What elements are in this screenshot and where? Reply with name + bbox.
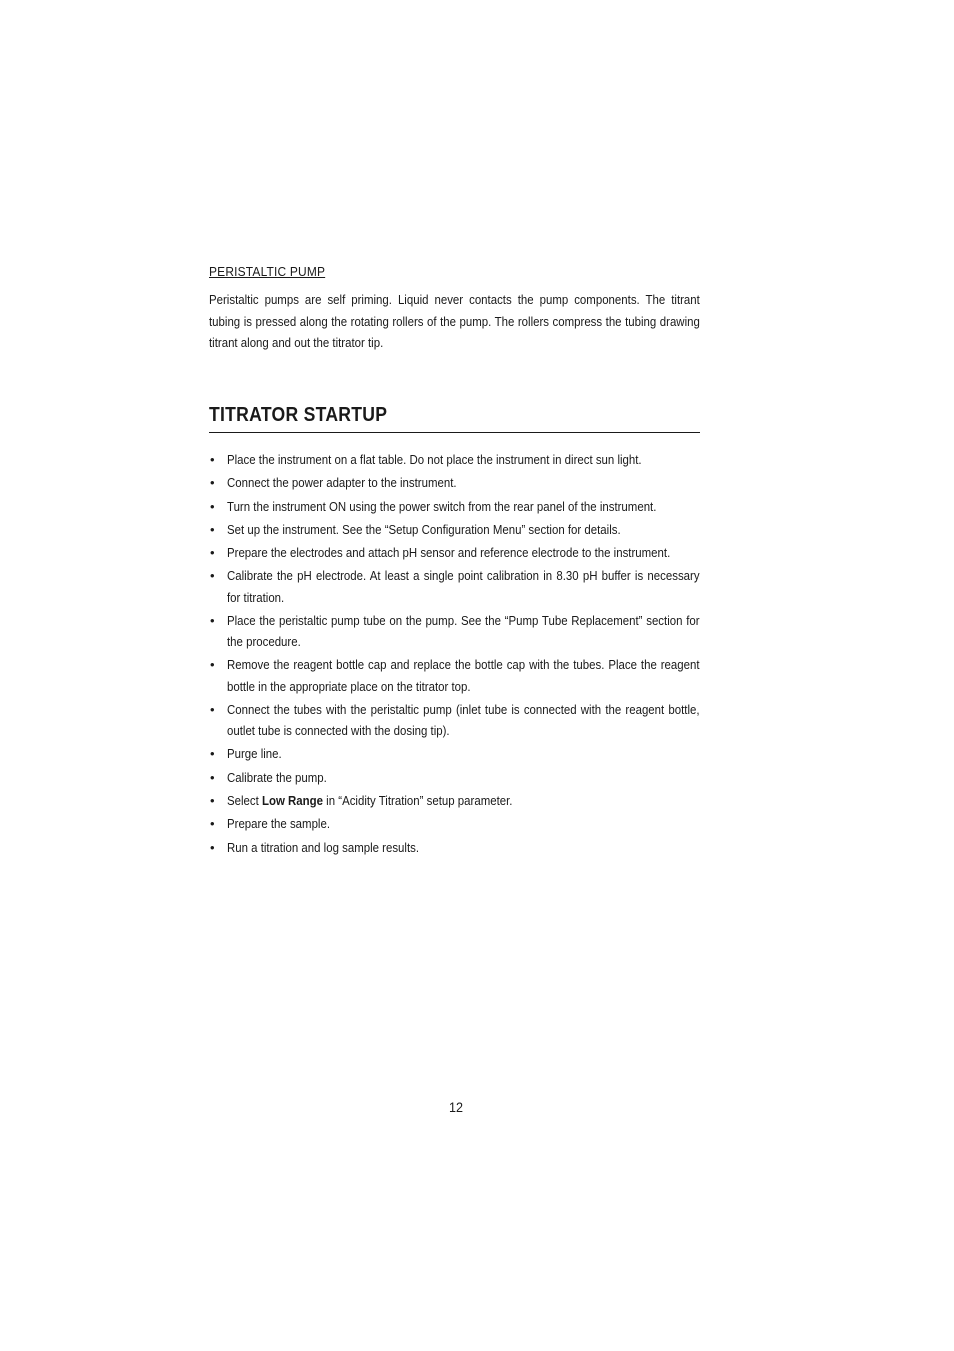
section-heading-peristaltic-pump: PERISTALTIC PUMP xyxy=(209,264,326,279)
bullet-icon: • xyxy=(210,839,215,855)
list-item-text: Set up the instrument. See the “Setup Configuration Menu” section for details. xyxy=(227,521,621,537)
bullet-icon: • xyxy=(210,475,215,491)
title-divider xyxy=(209,432,700,433)
page-title: TITRATOR STARTUP xyxy=(209,404,388,426)
list-item xyxy=(209,496,700,517)
list-item-text xyxy=(227,790,700,811)
list-item xyxy=(209,837,700,858)
list-item xyxy=(209,813,700,834)
list-item-text: Connect the power adapter to the instrument. xyxy=(227,475,457,491)
list-item xyxy=(209,610,700,652)
bullet-icon: • xyxy=(210,701,215,717)
list-item xyxy=(209,767,700,788)
bullet-icon: • xyxy=(210,746,215,762)
bullet-icon: • xyxy=(210,612,215,628)
bullet-icon: • xyxy=(210,545,215,561)
list-item-text: Prepare the electrodes and attach pH sensor and reference electrode to the instrument. xyxy=(227,545,671,561)
page-number: 12 xyxy=(449,1099,464,1115)
list-item xyxy=(209,790,700,811)
bullet-icon: • xyxy=(210,568,215,584)
bullet-icon: • xyxy=(210,793,215,809)
list-item xyxy=(209,743,700,764)
section-body-peristaltic-pump xyxy=(209,289,700,354)
list-item-text: Connect the tubes with the peristaltic pump (inlet tube is connected with the reagent bottle, outlet tube is connected with the dosing tip). xyxy=(227,701,700,739)
list-item xyxy=(209,654,700,696)
list-item xyxy=(209,699,700,741)
list-item xyxy=(209,565,700,607)
list-item-prefix: Select xyxy=(227,793,262,809)
manual-page xyxy=(209,0,700,1351)
low-range-term: Low Range xyxy=(261,793,324,809)
bullet-icon: • xyxy=(210,452,215,467)
bullet-icon: • xyxy=(210,498,215,514)
bullet-icon: • xyxy=(210,816,215,832)
section-body-text: Peristaltic pumps are self priming. Liquid never contacts the pump components. The titrant tubing is pressed along the rotating rollers of the pump. The rollers compress the tubing drawing titrant along and out the titrator tip. xyxy=(209,292,700,350)
list-item-text: Turn the instrument ON using the power switch from the rear panel of the instrument. xyxy=(227,498,657,514)
list-item-text: Calibrate the pump. xyxy=(227,769,327,785)
list-item-text: Place the peristaltic pump tube on the pump. See the “Pump Tube Replacement” section for the procedure. xyxy=(227,612,700,650)
list-item-text: Prepare the sample. xyxy=(227,816,331,832)
list-item xyxy=(209,472,700,493)
bullet-icon: • xyxy=(210,769,215,785)
list-item xyxy=(209,519,700,540)
bullet-icon: • xyxy=(210,657,215,673)
list-item-text: Calibrate the pH electrode. At least a single point calibration in 8.30 pH buffer is necessary for titration. xyxy=(227,568,700,605)
list-item-text: Place the instrument on a flat table. Do not place the instrument in direct sun light. xyxy=(227,452,642,467)
bullet-icon: • xyxy=(210,521,215,537)
list-item-text: Purge line. xyxy=(227,746,282,762)
list-item-suffix: in “Acidity Titration” setup parameter. xyxy=(323,793,513,809)
list-item-text: Remove the reagent bottle cap and replace the bottle cap with the tubes. Place the reagent bottle in the appropriate place on the titrator top. xyxy=(227,657,700,694)
startup-steps-list xyxy=(209,449,700,860)
list-item xyxy=(209,449,700,470)
list-item xyxy=(209,542,700,563)
list-item-text: Run a titration and log sample results. xyxy=(227,839,420,855)
